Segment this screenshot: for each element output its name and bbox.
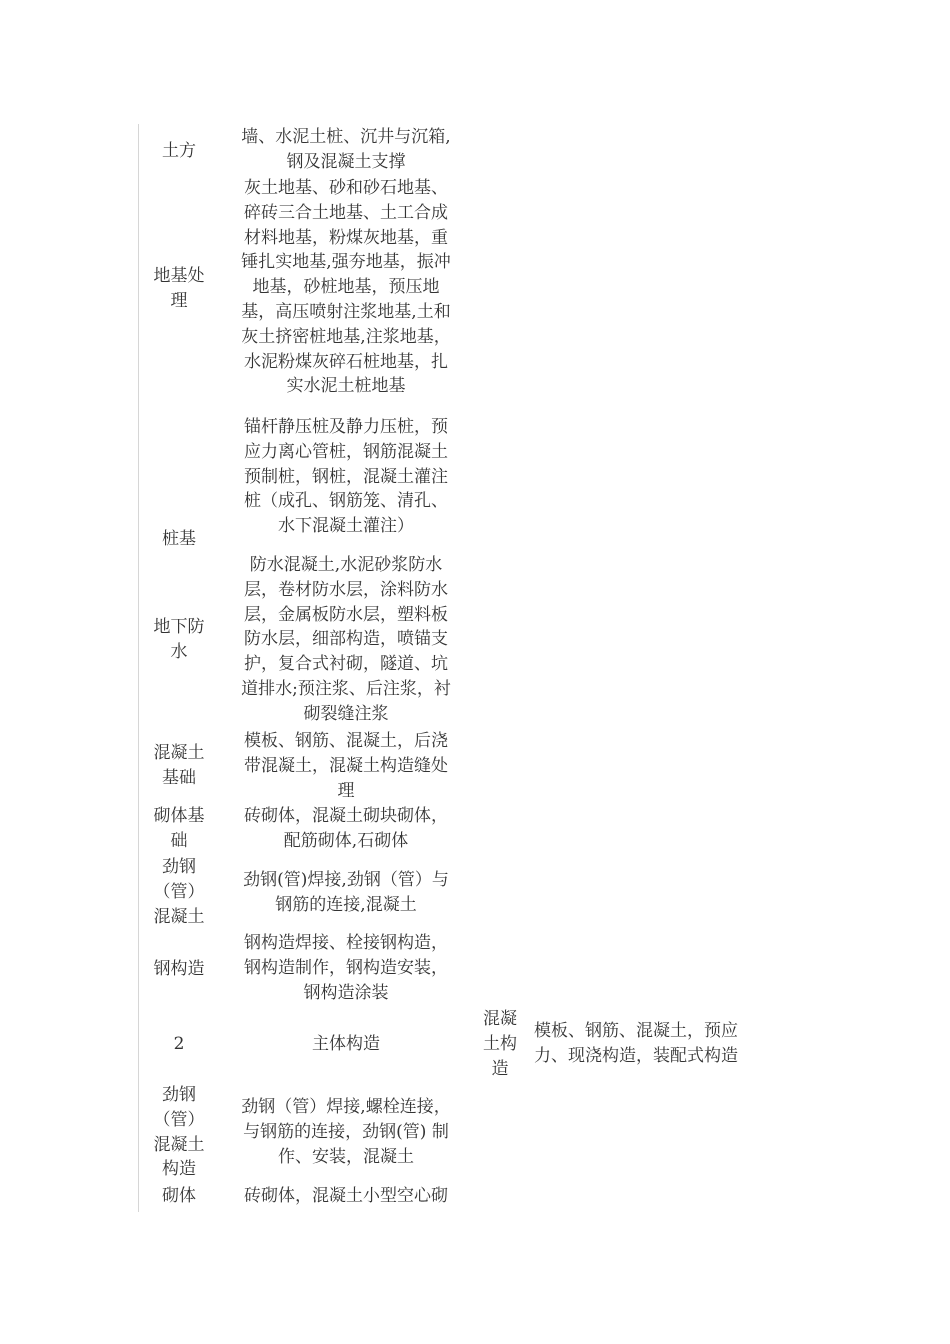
cell-category-steel-concrete-structure: 劲钢 （管） 混凝土 构造 (153, 1085, 205, 1180)
cell-subcontent-concrete-structure: 模板、钢筋、混凝土，预应 力、现浇构造，装配式构造 (534, 1021, 738, 1066)
cell-category-masonry-foundation: 砌体基 础 (153, 806, 205, 851)
cell-content-foundation-treatment: 灰土地基、砂和砂石地基、 碎砖三合土地基、土工合成 材料地基，粉煤灰地基，重 锤扎实地基,强夯地基，振冲 地基，砂桩地基，预压地 基，高压喷射注浆地基,土和 灰土挤密桩地基,注浆地基， 水泥粉煤灰碎石桩地基，扎 实水泥土桩地基 (241, 178, 451, 397)
table-left-border (138, 124, 139, 1212)
cell-content-masonry-foundation: 砖砌体，混凝土砌块砌体， 配筋砌体,石砌体 (244, 806, 448, 851)
cell-content-masonry: 砖砌体，混凝土小型空心砌 (244, 1186, 448, 1206)
cell-content-steel-reinforced-concrete: 劲钢(管)焊接,劲钢（管）与 钢筋的连接,混凝土 (243, 870, 449, 915)
cell-subcategory-concrete-structure: 混凝 土构 造 (483, 1009, 517, 1079)
cell-category-underground-waterproofing: 地下防 水 (153, 617, 205, 662)
cell-category-steel-structure: 钢构造 (153, 959, 205, 979)
cell-content-steel-concrete-structure: 劲钢（管）焊接,螺栓连接， 与钢筋的连接，劲钢(管) 制 作、安装，混凝土 (241, 1097, 451, 1167)
cell-content-underground-waterproofing: 防水混凝土,水泥砂浆防水 层，卷材防水层，涂料防水 层，金属板防水层，塑料板 防水层，细部构造，喷锚支 护，复合式衬砌，隧道、坑 道排水;预注浆、后注浆，衬 砌裂缝注浆 (241, 555, 451, 724)
cell-content-concrete-foundation: 模板、钢筋、混凝土，后浇 带混凝土，混凝土构造缝处 理 (244, 731, 448, 801)
cell-category-foundation-treatment: 地基处 理 (153, 266, 205, 311)
cell-content-earthwork: 墙、水泥土桩、沉井与沉箱, 钢及混凝土支撑 (241, 127, 451, 172)
cell-category-concrete-foundation: 混凝土 基础 (153, 743, 205, 788)
cell-content-piles: 锚杆静压桩及静力压桩，预 应力离心管桩，钢筋混凝土 预制桩，钢桩，混凝土灌注 桩（成孔、钢筋笼、清孔、 水下混凝土灌注） (244, 417, 448, 537)
cell-number-2: 2 (173, 1034, 185, 1054)
cell-category-pile-foundation: 桩基 (162, 529, 196, 549)
cell-content-main-structure: 主体构造 (312, 1034, 380, 1054)
cell-content-steel-structure: 钢构造焊接、栓接钢构造， 钢构造制作，钢构造安装， 钢构造涂装 (244, 933, 448, 1003)
cell-category-earthwork: 土方 (162, 141, 196, 161)
cell-category-masonry: 砌体 (162, 1186, 196, 1206)
cell-category-steel-reinforced-concrete: 劲钢 （管） 混凝土 (153, 857, 205, 927)
